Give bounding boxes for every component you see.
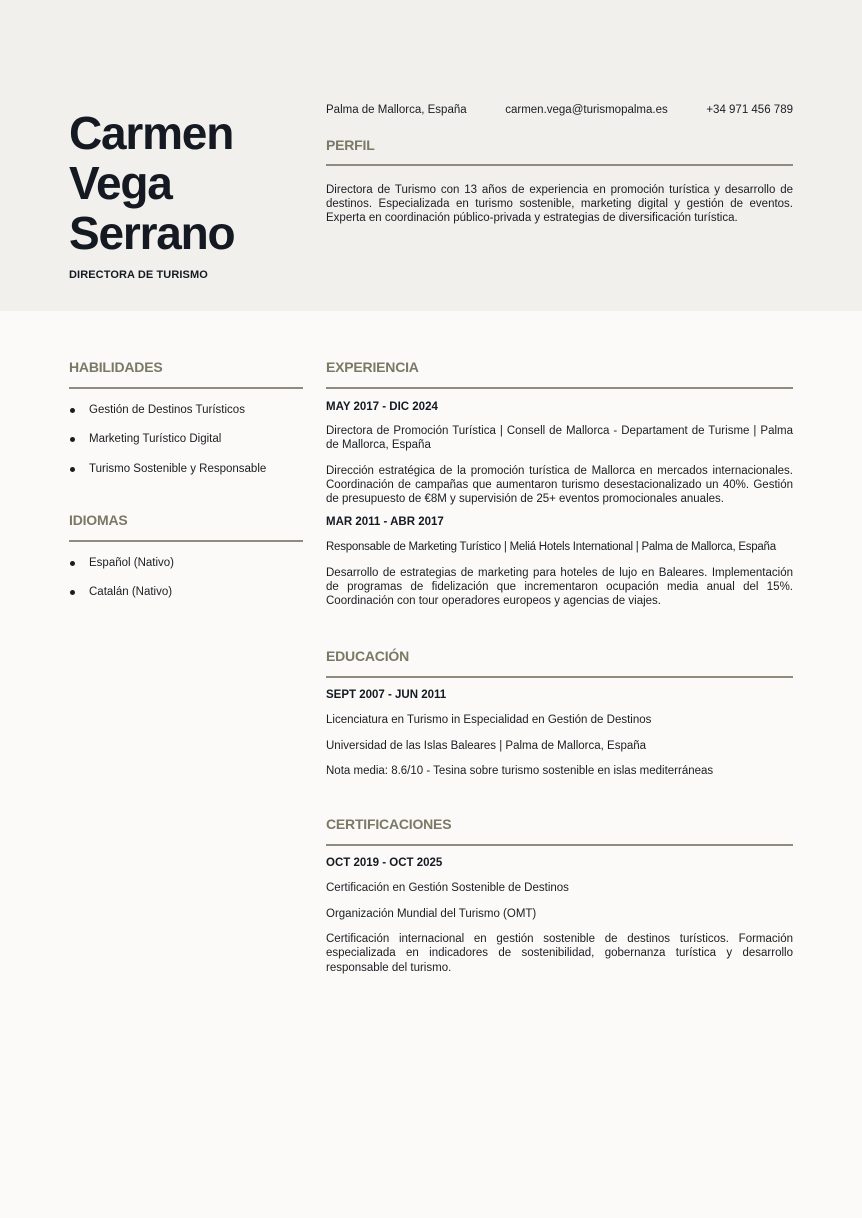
skill-item: Gestión de Destinos Turísticos (69, 403, 303, 432)
certifications-section (326, 816, 793, 975)
experience-role: Directora de Promoción Turística | Consell de Mallorca - Departament de Turisme | Palma de Mallorca, España (326, 425, 793, 452)
name-line-last: Serrano (69, 207, 235, 259)
section-heading-experience: EXPERIENCIA (326, 359, 419, 375)
name-line-middle: Vega (69, 157, 172, 209)
experience-dates: MAY 2017 - DIC 2024 (326, 401, 438, 413)
name-line-first: Carmen (69, 107, 234, 159)
candidate-name (69, 108, 234, 258)
skills-section (69, 359, 303, 491)
job-title: DIRECTORA DE TURISMO (69, 269, 208, 281)
section-divider (326, 387, 793, 389)
education-dates: SEPT 2007 - JUN 2011 (326, 689, 447, 701)
education-institution: Universidad de las Islas Baleares | Palma de Mallorca, España (326, 740, 647, 752)
section-heading-certifications: CERTIFICACIONES (326, 816, 452, 832)
contact-phone[interactable]: +34 971 456 789 (706, 104, 793, 116)
education-degree: Licenciatura en Turismo in Especialidad en Gestión de Destinos (326, 714, 652, 726)
experience-role: Responsable de Marketing Turístico | Meliá Hotels International | Palma de Mallorca, España (326, 541, 776, 554)
section-heading-languages: IDIOMAS (69, 512, 128, 528)
section-divider (326, 676, 793, 678)
section-divider (69, 387, 303, 389)
certification-description: Certificación internacional en gestión sostenible de destinos turísticos. Formación especializada en indicadores de sostenibilidad, gobernanza turística y desarrollo responsable del turismo. (326, 933, 793, 974)
education-note: Nota media: 8.6/10 - Tesina sobre turismo sostenible en islas mediterráneas (326, 765, 714, 777)
languages-section (69, 512, 303, 615)
contact-email[interactable]: carmen.vega@turismopalma.es (505, 104, 668, 116)
profile-section (326, 137, 793, 226)
section-divider (326, 164, 793, 166)
experience-entry (326, 516, 793, 608)
skill-item: Turismo Sostenible y Responsable (69, 462, 303, 491)
experience-dates: MAR 2011 - ABR 2017 (326, 516, 444, 529)
education-section (326, 648, 793, 778)
section-heading-profile: PERFIL (326, 137, 375, 153)
experience-section (326, 359, 793, 609)
certification-issuer: Organización Mundial del Turismo (OMT) (326, 908, 537, 920)
experience-description: Desarrollo de estrategias de marketing para hoteles de lujo en Baleares. Implementación de programas de fidelización que incrementaron ocupación media anual del 15%. Coordinación con tour operadores europeos y agencias de viajes. (326, 566, 793, 608)
section-heading-skills: HABILIDADES (69, 359, 163, 375)
languages-list (69, 556, 303, 615)
language-item: Catalán (Nativo) (69, 585, 303, 614)
section-divider (326, 844, 793, 846)
certification-title: Certificación en Gestión Sostenible de Destinos (326, 882, 569, 894)
experience-description: Dirección estratégica de la promoción turística de Mallorca en mercados internacionales. Coordinación de campañas que aumentaron turismo desestacionalizado un 40%. Gestión de presupuesto de €8M y supervisión de 25+ eventos promocionales anuales. (326, 464, 793, 506)
skills-list (69, 403, 303, 491)
experience-entry (326, 401, 793, 506)
language-item: Español (Nativo) (69, 556, 303, 585)
skill-item: Marketing Turístico Digital (69, 432, 303, 461)
profile-summary: Directora de Turismo con 13 años de experiencia en promoción turística y desarrollo de destinos. Especializada en turismo sostenible, marketing digital y gestión de eventos. Experta en coordinación público-privada y estrategias de diversificación turística. (326, 184, 793, 225)
contact-row (326, 104, 793, 116)
contact-location: Palma de Mallorca, España (326, 104, 467, 116)
section-heading-education: EDUCACIÓN (326, 648, 409, 664)
certification-dates: OCT 2019 - OCT 2025 (326, 857, 443, 869)
section-divider (69, 540, 303, 542)
